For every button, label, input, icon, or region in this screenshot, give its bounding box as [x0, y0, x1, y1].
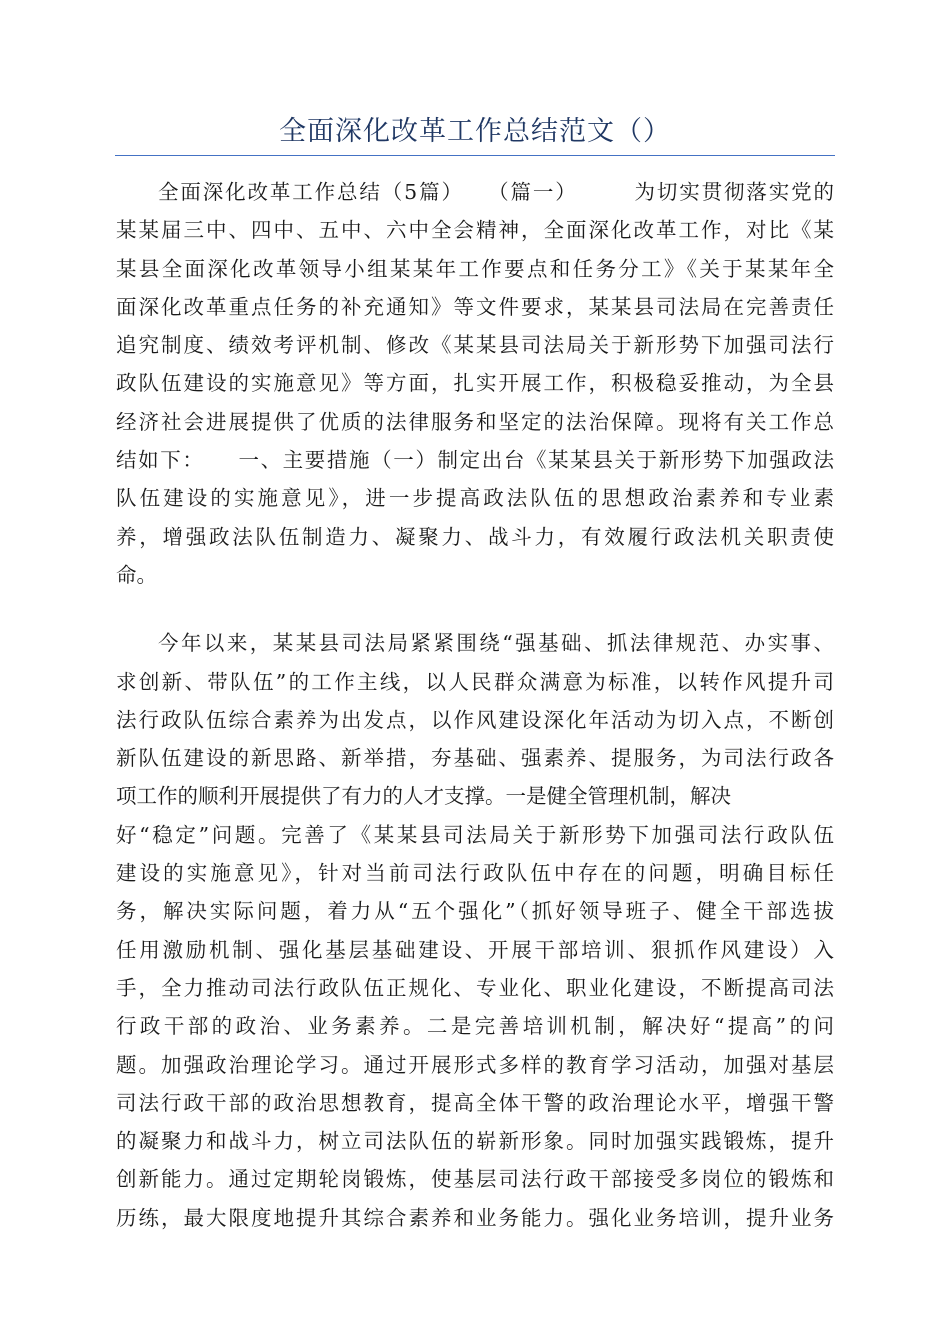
text-line: 追究制度、绩效考评机制、修改《某某县司法局关于新形势下加强司法行 — [116, 333, 834, 358]
text-line: 的凝聚力和战斗力，树立司法队伍的崭新形象。同时加强实践锻炼，提升 — [116, 1129, 834, 1154]
text-line: 历练，最大限度地提升其综合素养和业务能力。强化业务培训，提升业务 — [116, 1205, 834, 1230]
text-line: 全面深化改革工作总结（5篇） （篇一） 为切实贯彻落实党的 — [158, 180, 834, 204]
text-line: 任用激励机制、强化基层基础建设、开展干部培训、狠抓作风建设）入 — [116, 937, 834, 962]
text-line: 行政干部的政治、业务素养。二是完善培训机制，解决好“提高”的问 — [116, 1014, 834, 1039]
text-line: 养，增强政法队伍制造力、凝聚力、战斗力，有效履行政法机关职责使 — [116, 524, 834, 549]
document-title: 全面深化改革工作总结范文（） — [279, 116, 671, 147]
document-body — [116, 173, 834, 1237]
text-line: 建设的实施意见》，针对当前司法行政队伍中存在的问题，明确目标任 — [116, 861, 834, 886]
text-line: 创新能力。通过定期轮岗锻炼，使基层司法行政干部接受多岗位的锻炼和 — [116, 1167, 834, 1192]
text-line: 求创新、带队伍”的工作主线，以人民群众满意为标准，以转作风提升司 — [116, 669, 834, 694]
title-underline — [115, 155, 835, 156]
text-line: 好“稳定”问题。完善了《某某县司法局关于新形势下加强司法行政队伍 — [116, 822, 834, 847]
text-line: 面深化改革重点任务的补充通知》等文件要求，某某县司法局在完善责任 — [116, 294, 834, 319]
text-line: 某县全面深化改革领导小组某某年工作要点和任务分工》《关于某某年全 — [116, 256, 834, 281]
text-line: 务，解决实际问题，着力从“五个强化”（抓好领导班子、健全干部选拔 — [116, 899, 834, 924]
text-line: 队伍建设的实施意见》，进一步提高政法队伍的思想政治素养和专业素 — [116, 486, 834, 511]
text-line: 手，全力推动司法行政队伍正规化、专业化、职业化建设，不断提高司法 — [116, 975, 834, 1000]
text-line: 新队伍建设的新思路、新举措，夯基础、强素养、提服务，为司法行政各 — [116, 746, 834, 771]
text-line: 政队伍建设的实施意见》等方面，扎实开展工作，积极稳妥推动，为全县 — [116, 371, 834, 396]
text-line: 某某届三中、四中、五中、六中全会精神，全面深化改革工作，对比《某 — [116, 218, 834, 243]
text-line: 今年以来，某某县司法局紧紧围绕“强基础、抓法律规范、办实事、 — [158, 631, 834, 656]
paragraph-1 — [116, 173, 834, 594]
text-line: 法行政队伍综合素养为出发点，以作风建设深化年活动为切入点，不断创 — [116, 707, 834, 732]
text-line: 项工作的顺利开展提供了有力的人才支撑。一是健全管理机制，解决 — [116, 784, 731, 809]
text-line: 经济社会进展提供了优质的法律服务和坚定的法治保障。现将有关工作总 — [116, 409, 834, 434]
text-line: 司法行政干部的政治思想教育，提高全体干警的政治理论水平，增强干警 — [116, 1090, 834, 1115]
text-line: 题。加强政治理论学习。通过开展形式多样的教育学习活动，加强对基层 — [116, 1052, 834, 1077]
text-line: 命。 — [116, 562, 157, 587]
paragraph-2 — [116, 624, 834, 1237]
text-line: 结如下： 一、主要措施（一）制定出台《某某县关于新形势下加强政法 — [116, 448, 834, 473]
